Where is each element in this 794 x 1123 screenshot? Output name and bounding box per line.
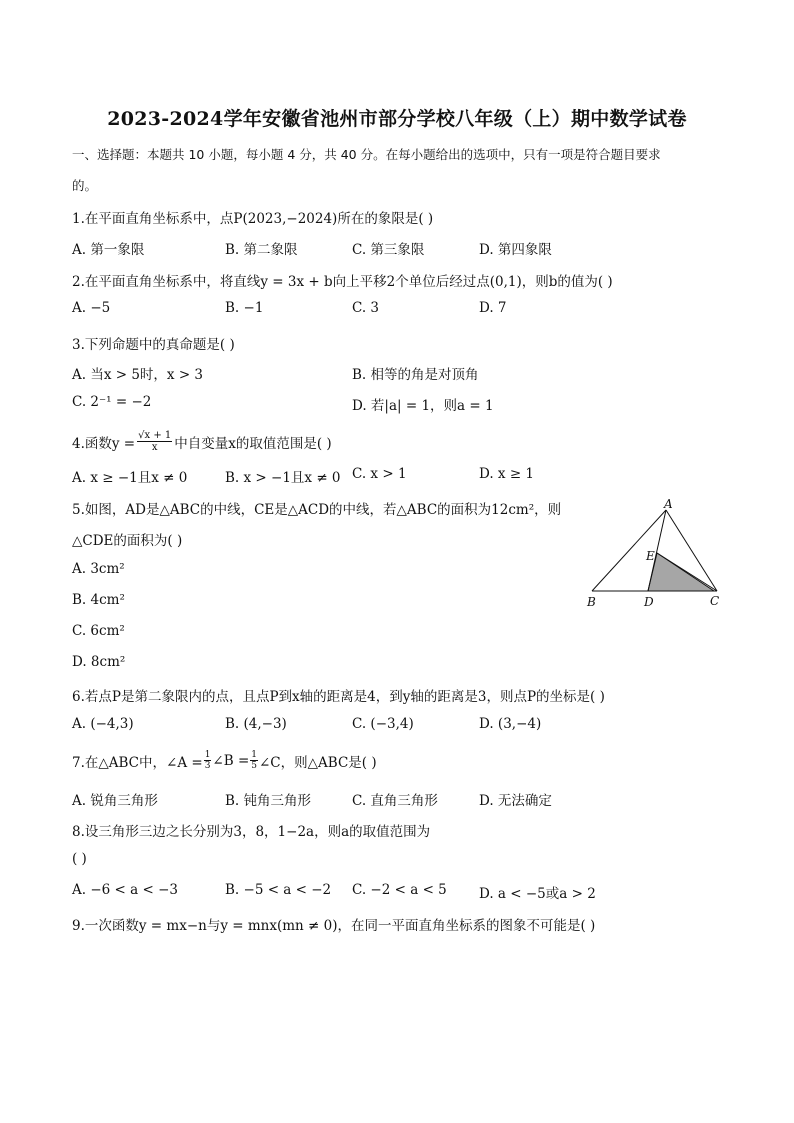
question-5-option-b: B. 4cm² [72,592,125,608]
question-7-fraction-1-numerator: 1 [204,750,211,760]
question-8-stem-line2: ( ) [72,851,87,867]
question-7-mid: ∠B = [212,752,250,769]
question-3-option-a: A. 当x > 5时，x > 3 [72,367,204,383]
question-8-option-d: D. a < −5或a > 2 [479,886,596,902]
question-4-option-c: C. x > 1 [352,466,407,482]
label-d: D [644,595,654,609]
question-1-option-c: C. 第三象限 [352,242,425,258]
question-5-stem-line1: 5.如图，AD是△ABC的中线，CE是△ACD的中线，若△ABC的面积为12cm²，则 [72,502,562,518]
shaded-triangle-cde [648,553,714,591]
question-5-stem-line2: △CDE的面积为( ) [72,533,183,549]
label-b: B [587,595,596,609]
question-7-stem [72,750,377,771]
question-4-fraction-numerator: √x + 1 [138,430,172,441]
question-4-option-b: B. x > −1且x ≠ 0 [225,470,341,486]
question-6-stem: 6.若点P是第二象限内的点，且点P到x轴的距离是4，到y轴的距离是3，则点P的坐标是( ) [72,689,605,705]
question-7-fraction-1 [204,750,212,771]
question-6-option-d: D. (3,−4) [479,716,542,732]
label-c: C [710,594,720,608]
question-7-option-c: C. 直角三角形 [352,793,438,809]
question-7-fraction-2 [250,750,258,771]
question-2-option-c: C. 3 [352,300,380,316]
question-3-option-d: D. 若|a| = 1，则a = 1 [352,398,494,414]
question-3-option-b: B. 相等的角是对顶角 [352,367,479,383]
question-5-option-a: A. 3cm² [72,561,125,577]
question-8-option-b: B. −5 < a < −2 [225,882,332,898]
question-1-option-d: D. 第四象限 [479,242,552,258]
question-7-prefix: 7.在△ABC中，∠A = [72,754,203,771]
question-5-option-c: C. 6cm² [72,623,125,639]
question-4-fraction-denominator: x [151,442,158,453]
question-4-stem [72,430,332,453]
question-2-stem: 2.在平面直角坐标系中，将直线y = 3x + b向上平移2个单位后经过点(0,1)，则b的值为( ) [72,274,613,290]
page-title: 2023-2024学年安徽省池州市部分学校八年级（上）期中数学试卷 [107,108,687,130]
question-5-option-d: D. 8cm² [72,654,126,670]
question-4-option-d: D. x ≥ 1 [479,466,535,482]
triangle-figure [582,498,728,610]
question-2-option-d: D. 7 [479,300,507,316]
section-heading-line2: 的。 [72,178,98,193]
question-2-option-b: B. −1 [225,300,264,316]
question-4-suffix: 中自变量x的取值范围是( ) [174,435,332,452]
question-8-stem-line1: 8.设三角形三边之长分别为3，8，1−2a，则a的取值范围为 [72,824,431,840]
question-9-stem: 9.一次函数y = mx−n与y = mnx(mn ≠ 0)，在同一平面直角坐标系的图象不可能是( ) [72,918,596,934]
question-6-option-c: C. (−3,4) [352,716,414,732]
question-2-option-a: A. −5 [72,300,111,316]
question-7-fraction-2-denominator: 5 [251,761,257,771]
question-7-option-a: A. 锐角三角形 [72,793,158,809]
question-1-option-b: B. 第二象限 [225,242,298,258]
label-a: A [664,498,673,511]
question-1-option-a: A. 第一象限 [72,242,145,258]
question-7-fraction-2-numerator: 1 [251,750,257,760]
question-3-option-c: C. 2⁻¹ = −2 [72,394,152,410]
question-3-stem: 3.下列命题中的真命题是( ) [72,337,235,353]
question-7-fraction-1-denominator: 3 [204,761,211,771]
question-4-fraction [137,430,172,453]
question-4-option-a: A. x ≥ −1且x ≠ 0 [72,470,188,486]
question-1-stem: 1.在平面直角坐标系中，点P(2023,−2024)所在的象限是( ) [72,211,434,227]
label-e: E [646,549,655,563]
question-8-option-a: A. −6 < a < −3 [72,882,178,898]
question-8-option-c: C. −2 < a < 5 [352,882,447,898]
question-6-option-b: B. (4,−3) [225,716,287,732]
question-7-suffix: ∠C，则△ABC是( ) [259,754,377,771]
section-heading-line1: 一、选择题：本题共 10 小题，每小题 4 分，共 40 分。在每小题给出的选项中，只有一项是符合题目要求 [72,147,661,162]
question-7-option-d: D. 无法确定 [479,793,552,809]
question-7-option-b: B. 钝角三角形 [225,793,312,809]
question-4-prefix: 4.函数y = [72,435,136,452]
question-6-option-a: A. (−4,3) [72,716,134,732]
